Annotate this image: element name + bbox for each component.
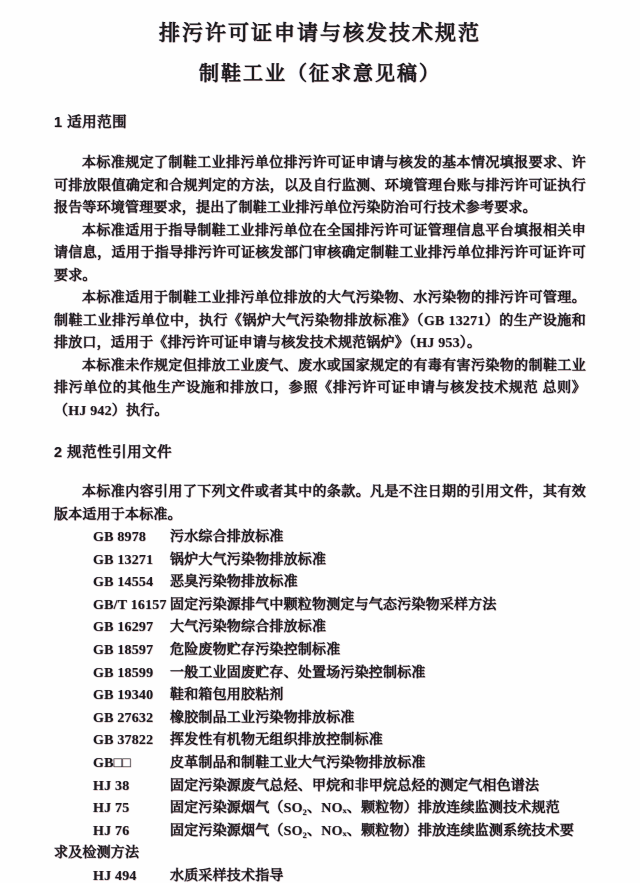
reference-item	[54, 776, 586, 799]
reference-item	[54, 866, 586, 883]
reference-item	[54, 753, 586, 776]
reference-title: 水质采样技术指导	[170, 868, 284, 883]
reference-code: GB 18599	[93, 665, 154, 681]
reference-code: GB 18597	[93, 642, 154, 658]
references-intro: 本标准内容引用了下列文件或者其中的条款。凡是不注日期的引用文件，其有效版本适用于本标准。	[54, 485, 586, 523]
reference-code: HJ 76	[93, 823, 130, 839]
reference-title: 恶臭污染物排放标准	[170, 575, 298, 591]
reference-item	[54, 798, 586, 821]
scope-paragraph-4: 本标准未作规定但排放工业废气、废水或国家规定的有毒有害污染物的制鞋工业排污单位的其他生产设施和排放口，参照《排污许可证申请与核发技术规范 总则》（HJ 942）执行。	[54, 358, 586, 419]
reference-title: 危险废物贮存污染控制标准	[170, 642, 341, 658]
reference-title: 固定污染源排气中颗粒物测定与气态污染物采样方法	[170, 597, 497, 613]
reference-title: 锅炉大气污染物排放标准	[170, 552, 327, 568]
reference-item	[54, 617, 586, 640]
section-heading-scope: 1 适用范围	[54, 115, 128, 131]
reference-title: 一般工业固废贮存、处置场污染控制标准	[170, 665, 426, 681]
reference-title: 大气污染物综合排放标准	[170, 620, 327, 636]
reference-code: GB□□	[93, 755, 131, 771]
reference-title: 橡胶制品工业污染物排放标准	[170, 710, 355, 726]
scope-paragraph-2: 本标准适用于指导制鞋工业排污单位在全国排污许可证管理信息平台填报相关申请信息，适用于指导排污许可证核发部门审核确定制鞋工业排污单位排污许可证许可要求。	[54, 223, 586, 284]
reference-title: 挥发性有机物无组织排放控制标准	[170, 733, 383, 749]
section-heading-normative-references: 2 规范性引用文件	[54, 445, 173, 461]
reference-item	[54, 821, 586, 866]
reference-code: GB/T 16157	[93, 597, 167, 613]
reference-code: GB 13271	[93, 552, 154, 568]
reference-title: 皮革制品和制鞋工业大气污染物排放标准	[170, 755, 426, 771]
reference-item	[54, 527, 586, 550]
reference-code: GB 14554	[93, 575, 154, 591]
scope-paragraphs	[54, 153, 586, 423]
reference-item	[54, 730, 586, 753]
document-subtitle: 制鞋工业（征求意见稿）	[199, 63, 441, 85]
scope-paragraph-1: 本标准规定了制鞋工业排污单位排污许可证申请与核发的基本情况填报要求、许可排放限值确定和合规判定的方法，以及自行监测、环境管理台账与排污许可证执行报告等环境管理要求，提出了制鞋工业排污单位污染防治可行技术参考要求。	[54, 156, 586, 216]
reference-code: GB 27632	[93, 710, 154, 726]
reference-item	[54, 595, 586, 618]
reference-code: GB 16297	[93, 620, 154, 636]
scope-paragraph-3: 本标准适用于制鞋工业排污单位排放的大气污染物、水污染物的排污许可管理。制鞋工业排污单位中，执行《锅炉大气污染物排放标准》（GB 13271）的生产设施和排放口，适用于《排污许可证申请与核发技术规范锅炉》（HJ 953）。	[54, 291, 586, 351]
reference-item	[54, 708, 586, 731]
document-title: 排污许可证申请与核发技术规范	[159, 22, 481, 45]
reference-item	[54, 640, 586, 663]
reference-title: 固定污染源烟气（SO₂、NOₓ、颗粒物）排放连续监测系统技术要求及检测方法	[54, 823, 575, 862]
reference-code: HJ 494	[93, 868, 137, 883]
reference-code: HJ 75	[93, 801, 130, 817]
reference-item	[54, 550, 586, 573]
reference-title: 污水综合排放标准	[170, 530, 284, 545]
reference-item	[54, 572, 586, 595]
reference-title: 固定污染源烟气（SO₂、NOₓ、颗粒物）排放连续监测技术规范	[170, 801, 560, 817]
reference-title: 固定污染源废气总烃、甲烷和非甲烷总烃的测定气相色谱法	[170, 778, 540, 794]
reference-code: HJ 38	[93, 778, 130, 794]
reference-code: GB 37822	[93, 733, 154, 749]
reference-list	[54, 527, 586, 883]
reference-item	[54, 685, 586, 708]
reference-item	[54, 663, 586, 686]
reference-title: 鞋和箱包用胶粘剂	[170, 688, 284, 704]
reference-code: GB 19340	[93, 688, 154, 704]
reference-code: GB 8978	[93, 530, 147, 545]
